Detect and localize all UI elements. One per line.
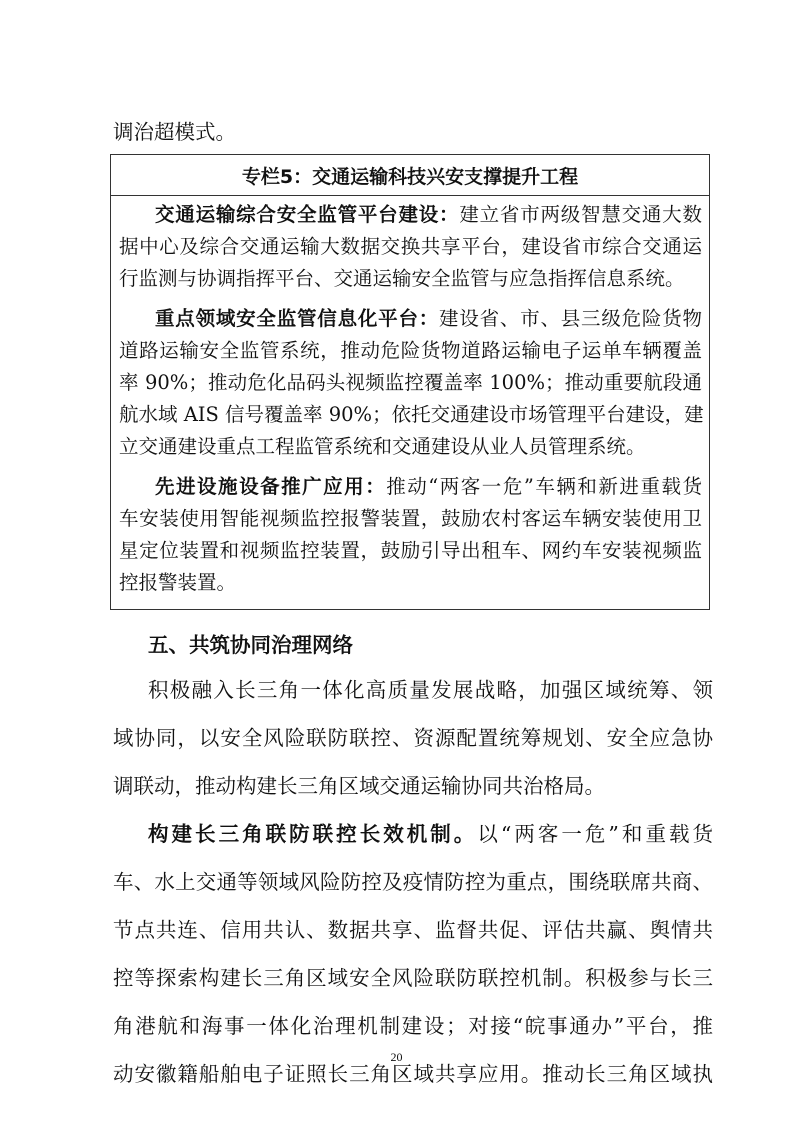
paragraph-2-line-3: 节点共连、信用共认、数据共享、监督共促、评估共赢、舆情共 [113,918,713,942]
box-item-3-line-4: 控报警装置。 [119,571,237,594]
paragraph-1-line-2: 域协同，以安全风险联防联控、资源配置统筹规划、安全应急协 [113,726,713,750]
column-box [110,154,710,610]
box-item-3-line-1: 先进设施设备推广应用：推动“两客一危”车辆和新进重载货 [155,475,702,498]
box-item-1-line-2: 据中心及综合交通运输大数据交换共享平台，建设省市综合交通运 [119,235,702,258]
page-number: 20 [390,1050,403,1064]
box-item-2-line-1: 重点领域安全监管信息化平台：建设省、市、县三级危险货物 [155,307,702,330]
box-item-2-line-5: 立交通建设重点工程监管系统和交通建设从业人员管理系统。 [119,435,646,458]
box-item-2-lead: 重点领域安全监管信息化平台： [155,307,440,330]
box-item-1-line-1: 交通运输综合安全监管平台建设：建立省市两级智慧交通大数 [155,203,702,226]
box-item-1-line-3: 行监测与协调指挥平台、交通运输安全监管与应急指挥信息系统。 [119,267,685,290]
paragraph-2-line-1: 构建长三角联防联控长效机制。以“两客一危”和重载货 [148,822,713,846]
paragraph-2-line-6: 动安徽籍船舶电子证照长三角区域共享应用。推动长三角区域执 [113,1062,713,1086]
box-item-2-line-2: 道路运输安全监管系统，推动危险货物道路运输电子运单车辆覆盖 [119,339,702,362]
paragraph-2-line-5: 角港航和海事一体化治理机制建设；对接“皖事通办”平台，推 [113,1014,713,1038]
paragraph-2-lead: 构建长三角联防联控长效机制。 [148,822,478,846]
box-item-3-line-3: 星定位装置和视频监控装置，鼓励引导出租车、网约车安装视频监 [119,539,702,562]
paragraph-1-line-3: 调联动，推动构建长三角区域交通运输协同共治格局。 [113,774,605,798]
section-heading: 五、共筑协同治理网络 [148,633,353,657]
paragraph-2-line-2: 车、水上交通等领域风险防控及疫情防控为重点，围绕联席共商、 [113,870,713,894]
continuation-line: 调治超模式。 [113,120,236,144]
box-item-2-line-4: 航水域 AIS 信号覆盖率 90%；依托交通建设市场管理平台建设，建 [119,403,704,426]
paragraph-1-line-1: 积极融入长三角一体化高质量发展战略，加强区域统筹、领 [148,678,713,702]
paragraph-2-line-4: 控等探索构建长三角区域安全风险联防联控机制。积极参与长三 [113,966,713,990]
box-item-3-lead: 先进设施设备推广应用： [155,475,387,498]
column-box-title: 专栏5：交通运输科技兴安支撑提升工程 [241,165,579,188]
column-box-header [111,155,709,196]
box-item-1-lead: 交通运输综合安全监管平台建设： [155,203,460,226]
box-item-2-line-3: 率 90%；推动危化品码头视频监控覆盖率 100%；推动重要航段通 [119,371,702,394]
box-item-3-line-2: 车安装使用智能视频监控报警装置，鼓励农村客运车辆安装使用卫 [119,507,702,530]
